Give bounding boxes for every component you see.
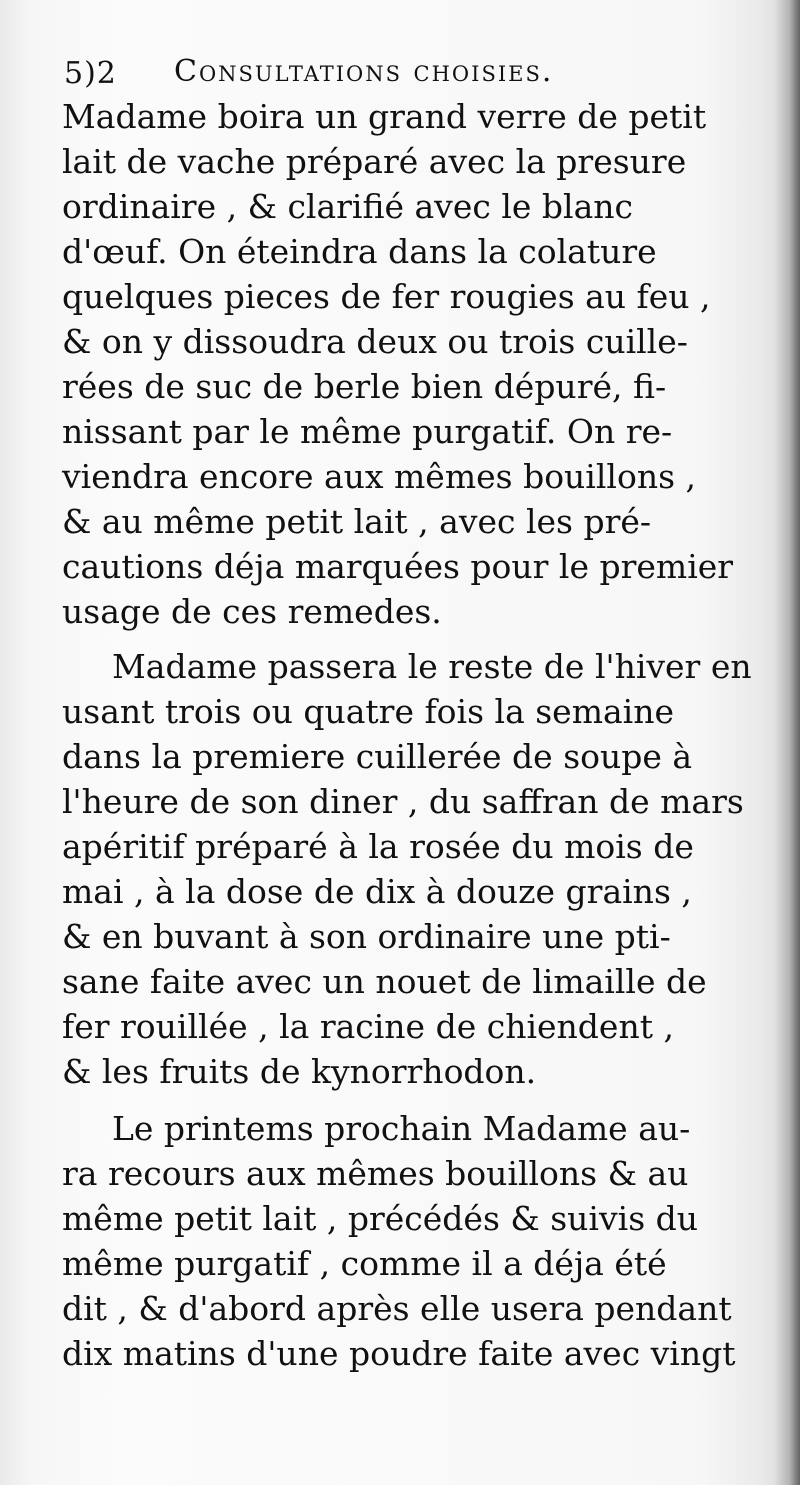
text-line: même purgatif , comme il a déja été [62,1244,667,1283]
paragraph-start-line: Le printems prochain Madame au- [112,1109,691,1148]
text-line: & au même petit lait , avec les pré- [62,502,652,541]
text-line: même petit lait , précédés & suivis du [62,1199,698,1238]
text-line: & on y dissoudra deux ou trois cuille- [62,322,688,361]
text-line: apéritif préparé à la rosée du mois de [62,827,694,866]
text-line: rées de suc de berle bien dépuré, fi- [62,367,667,406]
text-line: mai , à la dose de dix à douze grains , [62,872,692,911]
text-line: usant trois ou quatre fois la semaine [62,692,675,731]
text-line: dans la premiere cuillerée de soupe à [62,737,693,776]
page-spine-shadow [774,0,800,1485]
text-line: & les fruits de kynorrhodon. [62,1052,537,1091]
text-line: ordinaire , & clarifié avec le blanc [62,187,633,226]
text-line: Madame boira un grand verre de petit [62,97,707,136]
page-header [64,52,754,100]
text-line: fer rouillée , la racine de chiendent , [62,1007,674,1046]
paragraph-start-line: Madame passera le reste de l'hiver en [112,647,752,686]
running-title: Consultations choisies. [174,54,554,89]
text-line: dit , & d'abord après elle usera pendant [62,1289,732,1328]
text-line: & en buvant à son ordinaire une pti- [62,917,671,956]
page-number: 5)2 [64,56,117,91]
text-line: nissant par le même purgatif. On re- [62,412,673,451]
text-line: l'heure de son diner , du saffran de mars [62,782,744,821]
text-line: usage de ces remedes. [62,592,442,631]
text-line: d'œuf. On éteindra dans la colature [62,232,657,271]
text-line: ra recours aux mêmes bouillons & au [62,1154,689,1193]
text-line: cautions déja marquées pour le premier [62,547,734,586]
text-line: lait de vache préparé avec la presure [62,142,687,181]
text-line: dix matins d'une poudre faite avec vingt [62,1334,736,1373]
text-line: sane faite avec un nouet de limaille de [62,962,707,1001]
text-line: viendra encore aux mêmes bouillons , [62,457,697,496]
text-line: quelques pieces de fer rougies au feu , [62,277,711,316]
